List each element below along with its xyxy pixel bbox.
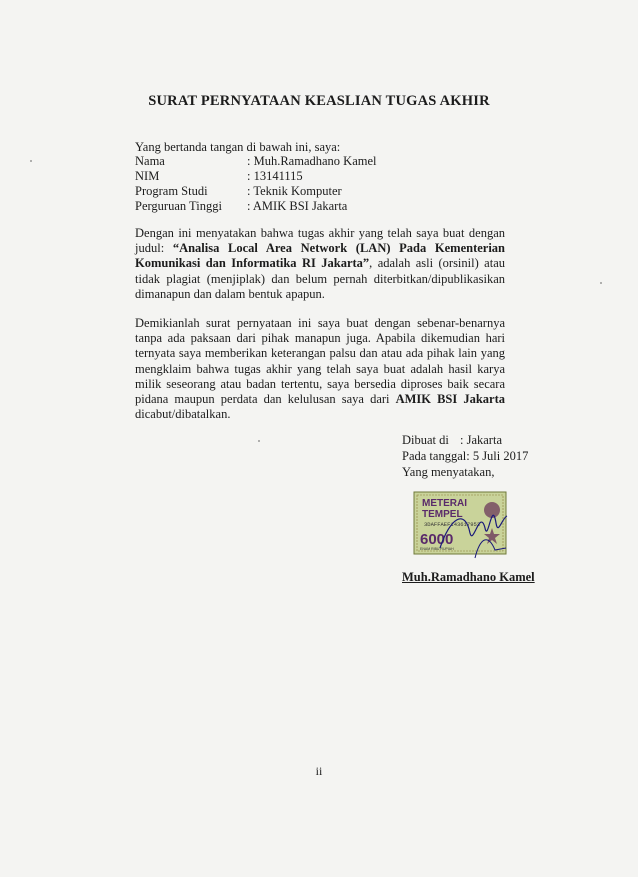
page-title: SURAT PERNYATAAN KEASLIAN TUGAS AKHIR xyxy=(148,93,490,109)
scan-speck xyxy=(600,282,602,284)
stamp-line1: METERAI xyxy=(422,498,467,509)
identity-label: Perguruan Tinggi xyxy=(135,199,222,213)
place-label: Dibuat di xyxy=(402,433,449,447)
closing-text: Demikianlah surat pernyataan ini saya buat dengan sebenar-benarnya tanpa ada paksaan dari pihak manapun juga. Apabila dikemudian hari ternyata saya memberikan keterangan palsu dan atau ada pihak lain yang mengklaim bahwa tugas akhir yang telah saya buat adalah hasil karya milik seseorang atau badan tertentu, saya bersedia diproses baik secara pidana maupun perdata dan kelulusan saya dari xyxy=(135,316,505,407)
identity-label: Nama xyxy=(135,154,165,168)
signature-block xyxy=(402,432,528,480)
identity-row-nim xyxy=(135,169,377,184)
scan-speck xyxy=(258,440,260,442)
identity-row-university xyxy=(135,199,377,214)
stamp-serial: 3DAFFAEF143617953 xyxy=(424,521,481,528)
identity-label: Program Studi xyxy=(135,184,208,198)
identity-value: : Teknik Komputer xyxy=(247,184,342,198)
statement-text: Dengan ini menyatakan bahwa tugas akhir yang telah saya buat dengan judul: xyxy=(135,226,505,256)
thesis-title: “Analisa Local Area Network (LAN) Pada Kementerian Komunikasi dan Informatika RI Jakarta” xyxy=(135,241,506,271)
intro-text: Yang bertanda tangan di bawah ini, saya: xyxy=(135,140,341,154)
identity-value: : 13141115 xyxy=(247,169,303,183)
identity-list xyxy=(135,154,377,214)
place-value: : Jakarta xyxy=(460,433,502,447)
stamp-and-signature xyxy=(410,488,510,570)
signer-name: Muh.Ramadhano Kamel xyxy=(402,570,535,584)
place-row xyxy=(402,432,528,448)
identity-value: : Muh.Ramadhano Kamel xyxy=(247,154,377,168)
page-number: ii xyxy=(315,764,323,778)
scan-speck xyxy=(30,160,32,162)
identity-label: NIM xyxy=(135,169,160,183)
stamp-amount: 6000 xyxy=(420,531,454,548)
closing-paragraph xyxy=(135,316,505,422)
identity-value: : AMIK BSI Jakarta xyxy=(247,199,348,213)
identity-row-name xyxy=(135,154,377,169)
identity-row-program xyxy=(135,184,377,199)
stamp-words: ENAM RIBU RUPIAH xyxy=(420,547,454,551)
statement-text-end: , adalah asli (orsinil) atau tidak plagiat (menjiplak) dan belum pernah diterbitkan/dipublikasikan dimanapun dan dalam bentuk apapun. xyxy=(135,256,505,301)
closing-line: Yang menyatakan, xyxy=(402,465,495,479)
statement-paragraph xyxy=(135,226,505,302)
closing-text-end: dicabut/dibatalkan. xyxy=(135,407,231,422)
institution-name: AMIK BSI Jakarta xyxy=(395,392,505,407)
stamp-line2: TEMPEL xyxy=(422,509,463,520)
date-line: Pada tanggal: 5 Juli 2017 xyxy=(402,449,529,463)
